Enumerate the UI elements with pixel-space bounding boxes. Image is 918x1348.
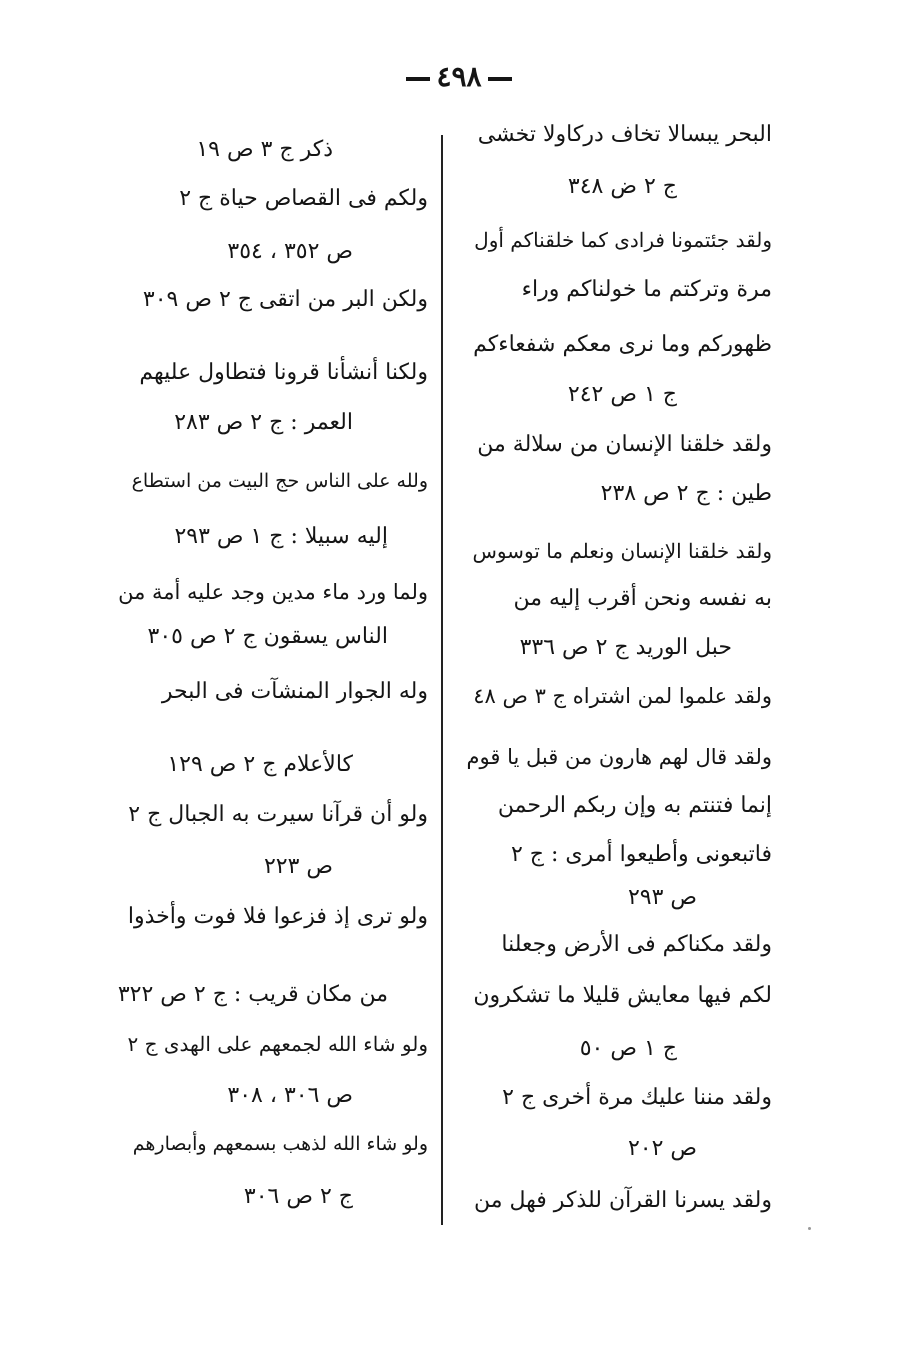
left-line-5: ولكنا أنشأنا قرونا فتطاول عليهم [139, 360, 428, 385]
right-line-17: ولقد مكناكم فى الأرض وجعلنا [501, 932, 772, 957]
left-line-3: ص ٣٥٢ ، ٣٥٤ [227, 239, 353, 264]
left-line-9: ولما ورد ماء مدين وجد عليه أمة من [118, 580, 428, 604]
right-line-7: ولقد خلقنا الإنسان من سلالة من [477, 432, 772, 457]
right-line-3: ولقد جئتمونا فرادى كما خلقناكم أول [474, 228, 772, 252]
column-divider [441, 135, 443, 1225]
right-line-9: ولقد خلقنا الإنسان ونعلم ما توسوس [472, 539, 772, 563]
right-line-4: مرة وتركتم ما خولناكم وراء [521, 277, 772, 302]
right-line-2: ج ٢ ض ٣٤٨ [567, 174, 677, 199]
right-line-11: حبل الوريد ج ٢ ص ٣٣٦ [519, 635, 732, 660]
left-line-12: كالأعلام ج ٢ ص ١٢٩ [167, 752, 353, 777]
page-number-dash-right [488, 77, 512, 81]
right-line-5: ظهوركم وما نرى معكم شفعاءكم [473, 332, 772, 357]
page-number-dash-left [406, 77, 430, 81]
right-line-22: ولقد يسرنا القرآن للذكر فهل من [473, 1188, 772, 1213]
left-line-10: الناس يسقون ج ٢ ص ٣٠٥ [147, 624, 388, 649]
right-line-13: ولقد قال لهم هارون من قبل يا قوم [466, 745, 772, 769]
left-line-6: العمر : ج ٢ ص ٢٨٣ [174, 410, 353, 435]
right-line-15: فاتبعونى وأطيعوا أمرى : ج ٢ [510, 842, 772, 867]
right-line-8: طين : ج ٢ ص ٢٣٨ [600, 481, 772, 506]
right-line-16: ص ٢٩٣ [627, 885, 697, 910]
left-line-19: ولو شاء الله لذهب بسمعهم وأبصارهم [132, 1133, 428, 1155]
right-line-21: ص ٢٠٢ [627, 1136, 697, 1161]
left-line-14: ص ٢٢٣ [263, 854, 333, 879]
right-line-1: البحر يبسالا تخاف دركاولا تخشى [477, 122, 772, 147]
right-line-18: لكم فيها معايش قليلا ما تشكرون [473, 983, 772, 1008]
left-line-11: وله الجوار المنشآت فى البحر [161, 679, 428, 704]
right-line-6: ج ١ ص ٢٤٢ [567, 382, 677, 407]
left-line-16: من مكان قريب : ج ٢ ص ٣٢٢ [117, 982, 388, 1007]
right-line-14: إنما فتنتم به وإن ربكم الرحمن [497, 793, 772, 818]
left-line-18: ص ٣٠٦ ، ٣٠٨ [227, 1083, 353, 1108]
left-line-7: ولله على الناس حج البيت من استطاع [131, 470, 428, 492]
right-line-19: ج ١ ص ٥٠ [579, 1036, 677, 1061]
page-number [0, 60, 918, 93]
left-line-15: ولو ترى إذ فزعوا فلا فوت وأخذوا [127, 904, 428, 929]
left-line-13: ولو أن قرآنا سيرت به الجبال ج ٢ [128, 802, 428, 827]
left-line-17: ولو شاء الله لجمعهم على الهدى ج ٢ [127, 1032, 428, 1056]
left-line-20: ج ٢ ص ٣٠٦ [243, 1184, 353, 1209]
left-line-4: ولكن البر من اتقى ج ٢ ص ٣٠٩ [142, 287, 428, 312]
page-number-text: ٤٩٨ [436, 60, 482, 93]
right-line-20: ولقد مننا عليك مرة أخرى ج ٢ [502, 1085, 772, 1110]
right-line-10: به نفسه ونحن أقرب إليه من [513, 586, 772, 611]
right-line-12: ولقد علموا لمن اشتراه ج ٣ ص ٤٨ [473, 684, 772, 708]
left-line-2: ولكم فى القصاص حياة ج ٢ [179, 186, 428, 211]
scan-speck [808, 1227, 811, 1230]
left-line-1: ذكر ج ٣ ص ١٩ [196, 137, 333, 162]
left-line-8: إليه سبيلا : ج ١ ص ٢٩٣ [174, 524, 388, 549]
